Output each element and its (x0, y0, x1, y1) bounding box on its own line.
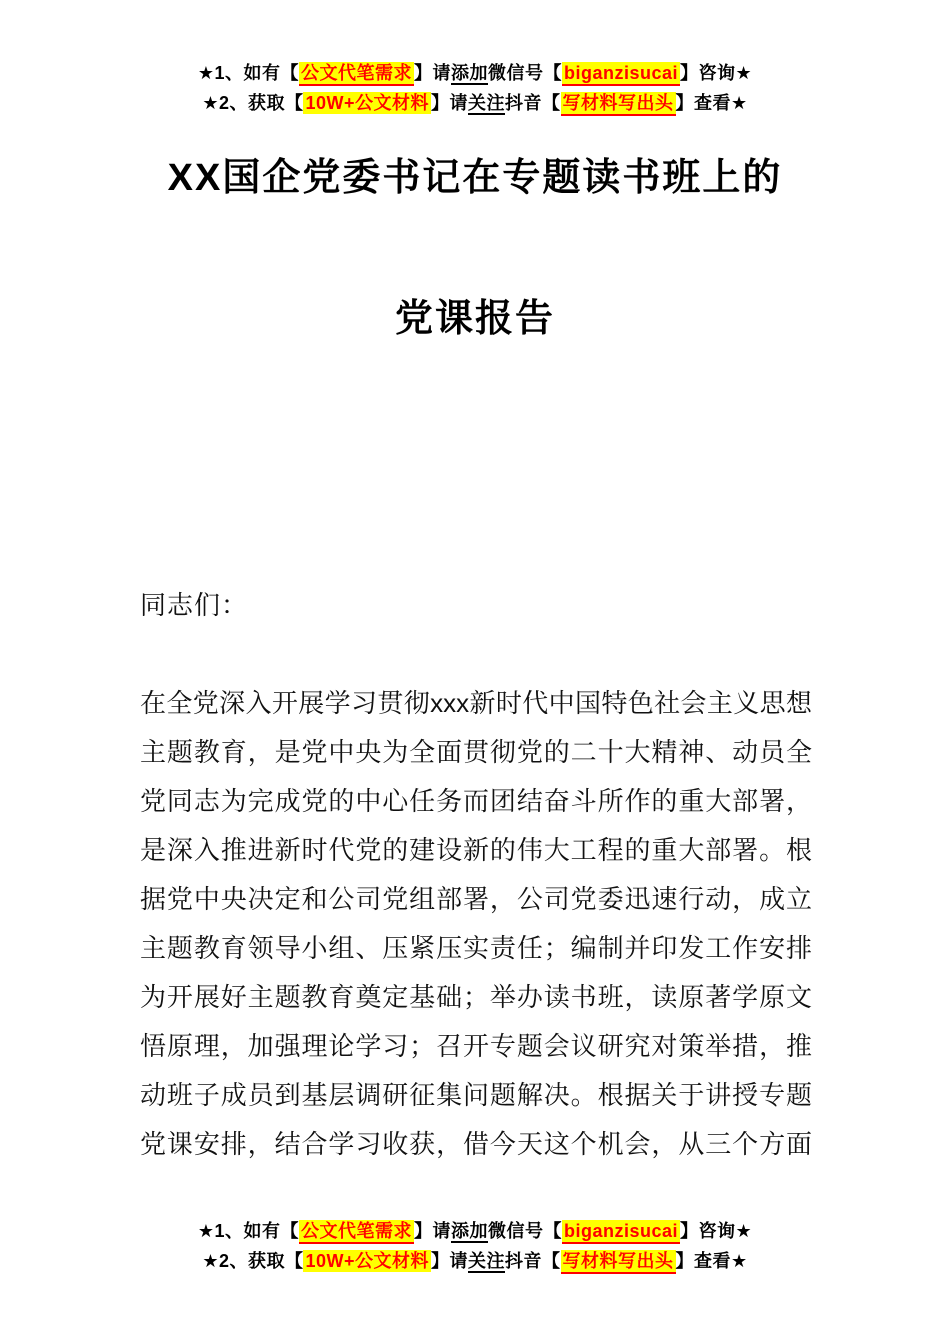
paragraph-line: 党课安排，结合学习收获，借今天这个机会，从三个方面 (140, 1129, 812, 1159)
notice-mid: 】请 (413, 1221, 451, 1241)
paragraph-line: 在全党深入开展学习贯彻xxx新时代中国特色社会主义思想 (140, 688, 812, 718)
notice-mid: 】请 (431, 93, 469, 113)
promo-line-1 (0, 58, 950, 88)
notice-suffix: 】咨询★ (680, 1221, 753, 1241)
notice-prefix: ★2、获取【 (202, 93, 304, 113)
paragraph-line: 动班子成员到基层调研征集问题解决。根据关于讲授专题 (140, 1080, 812, 1110)
notice-suffix: 】查看★ (675, 93, 748, 113)
paragraph-line: 主题教育，是党中央为全面贯彻党的二十大精神、动员全 (140, 737, 812, 767)
underlined-add-action: 添加 (450, 1221, 488, 1241)
document-title-line2: 党课报告 (394, 298, 555, 340)
wechat-id: biganzisucai (562, 62, 680, 86)
notice-mid2: 微信号【 (487, 1221, 562, 1241)
douyin-handle: 写材料写出头 (561, 1250, 676, 1274)
paragraph-line: 是深入推进新时代党的建设新的伟大工程的重大部署。根 (140, 835, 812, 865)
body-paragraph (140, 679, 812, 1169)
underlined-follow-action: 关注 (468, 1251, 506, 1271)
notice-prefix: ★1、如有【 (197, 1221, 299, 1241)
highlight-writing-service-keyword: 公文代笔需求 (299, 1220, 414, 1244)
promo-notice-header (0, 58, 950, 118)
paragraph-line: 悟原理，加强理论学习；召开专题会议研究对策举措，推 (140, 1031, 812, 1061)
wechat-id: biganzisucai (562, 1220, 680, 1244)
notice-mid2: 抖音【 (505, 93, 561, 113)
salutation: 同志们： (140, 590, 249, 620)
promo-line-2 (0, 1246, 950, 1276)
highlight-materials-keyword: 10W+公文材料 (305, 1251, 430, 1271)
paragraph-line: 据党中央决定和公司党组部署，公司党委迅速行动，成立 (140, 884, 812, 914)
promo-notice-footer (0, 1216, 950, 1276)
notice-mid2: 微信号【 (487, 63, 562, 83)
notice-suffix: 】咨询★ (680, 63, 753, 83)
underlined-follow-action: 关注 (468, 93, 506, 113)
paragraph-line: 为开展好主题教育奠定基础；举办读书班，读原著学原文 (140, 982, 812, 1012)
notice-suffix: 】查看★ (675, 1251, 748, 1271)
douyin-handle: 写材料写出头 (561, 92, 676, 116)
notice-prefix: ★2、获取【 (202, 1251, 304, 1271)
highlight-materials-keyword: 10W+公文材料 (305, 93, 430, 113)
promo-line-2 (0, 88, 950, 118)
notice-mid: 】请 (431, 1251, 469, 1271)
highlight-writing-service-keyword: 公文代笔需求 (299, 62, 414, 86)
notice-mid2: 抖音【 (505, 1251, 561, 1271)
notice-prefix: ★1、如有【 (197, 63, 299, 83)
notice-mid: 】请 (413, 63, 451, 83)
underlined-add-action: 添加 (450, 63, 488, 83)
paragraph-line: 主题教育领导小组、压紧压实责任；编制并印发工作安排 (140, 933, 812, 963)
paragraph-line: 党同志为完成党的中心任务而团结奋斗所作的重大部署， (140, 786, 812, 816)
promo-line-1 (0, 1216, 950, 1246)
document-title-line1: XX国企党委书记在专题读书班上的 (167, 157, 783, 199)
